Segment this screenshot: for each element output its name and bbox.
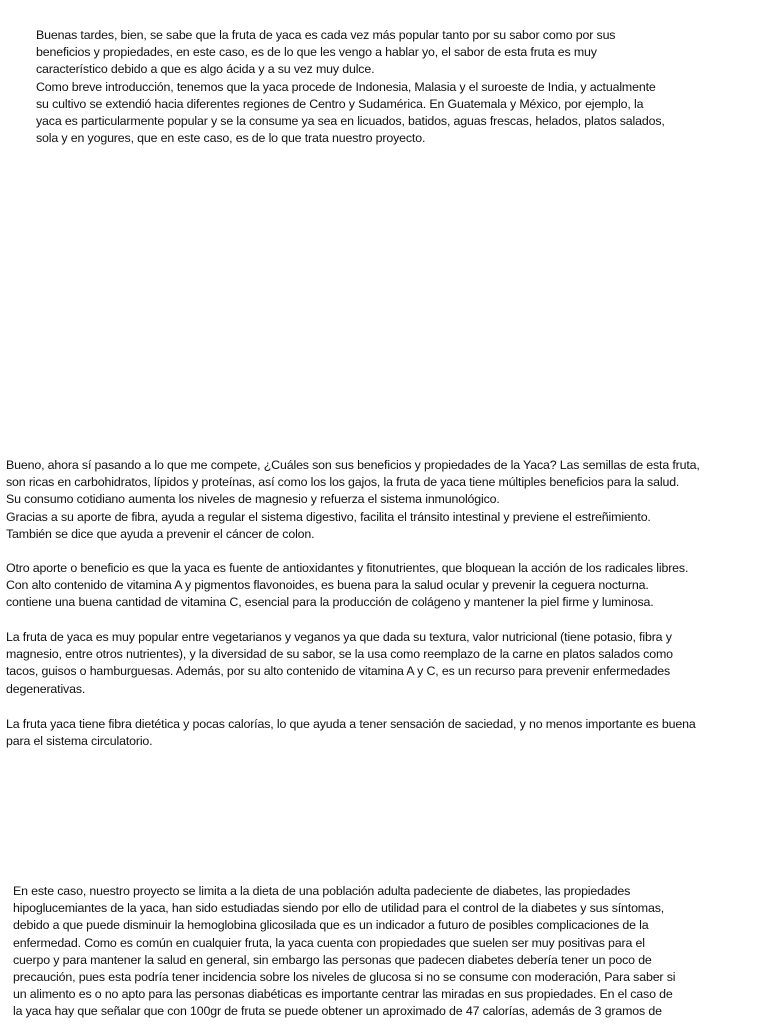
- text-line: Buenas tardes, bien, se sabe que la fruta de yaca es cada vez más popular tanto por su sabor como por sus: [36, 28, 616, 42]
- text-line: magnesio, entre otros nutrientes), y la diversidad de su sabor, se la usa como reemplazo de la carne en platos salados como: [6, 647, 673, 662]
- paragraph-diabetes: [13, 883, 675, 1021]
- text-line: Con alto contenido de vitamina A y pigmentos flavonoides, es buena para la salud ocular y prevenir la ceguera nocturna.: [6, 578, 649, 593]
- paragraph-benefits: [6, 457, 700, 543]
- text-line: característico debido a que es algo ácida y a su vez muy dulce.: [36, 62, 375, 77]
- paragraph-introduction: [36, 27, 665, 147]
- text-line: hipoglucemiantes de la yaca, han sido estudiadas siendo por ello de utilidad para el control de la diabetes y sus síntomas,: [13, 901, 665, 916]
- text-line: Gracias a su aporte de fibra, ayuda a regular el sistema digestivo, facilita el tránsito intestinal y previene el estreñimiento.: [6, 509, 651, 524]
- text-line: sola y en yogures, que en este caso, es de lo que trata nuestro proyecto.: [36, 131, 426, 146]
- text-line: contiene una buena cantidad de vitamina C, esencial para la producción de colágeno y mantener la piel firme y luminosa.: [6, 595, 654, 610]
- text-line: para el sistema circulatorio.: [6, 734, 153, 749]
- text-line: la yaca hay que señalar que con 100gr de fruta se puede obtener un aproximado de 47 calorías, además de 3 gramos de: [13, 1004, 662, 1019]
- text-line: Otro aporte o beneficio es que la yaca es fuente de antioxidantes y fitonutrientes, que bloquean la acción de los radicales libres.: [6, 561, 689, 575]
- paragraph-fiber: [6, 716, 696, 750]
- text-line: La fruta de yaca es muy popular entre vegetarianos y veganos ya que dada su textura, valor nutricional (tiene potasio, fibra y: [6, 630, 672, 644]
- text-line: También se dice que ayuda a prevenir el cáncer de colon.: [6, 526, 315, 541]
- paragraph-antioxidants: [6, 560, 688, 612]
- paragraph-vegetarian: [6, 629, 673, 698]
- text-line: yaca es particularmente popular y se la consume ya sea en licuados, batidos, aguas frescas, helados, platos salados,: [36, 114, 665, 129]
- text-line: enfermedad. Como es común en cualquier fruta, la yaca cuenta con propiedades que suelen ser muy positivas para el: [13, 935, 645, 950]
- text-line: debido a que puede disminuir la hemoglobina glicosilada que es un indicador a futuro de posibles complicaciones de la: [13, 918, 649, 933]
- text-line: Su consumo cotidiano aumenta los niveles de magnesio y refuerza el sistema inmunológico.: [6, 492, 500, 507]
- text-line: son ricas en carbohidratos, lípidos y proteínas, así como los los gajos, la fruta de yaca tiene múltiples beneficios para la salud.: [6, 475, 680, 490]
- text-line: tacos, guisos o hamburguesas. Además, por su alto contenido de vitamina A y C, es un recurso para prevenir enfermedades: [6, 664, 671, 679]
- text-line: En este caso, nuestro proyecto se limita a la dieta de una población adulta padeciente de diabetes, las propiedades: [13, 884, 631, 898]
- text-line: un alimento es o no apto para las personas diabéticas es importante centrar las miradas en sus propiedades. En el caso de: [13, 987, 673, 1002]
- text-line: Bueno, ahora sí pasando a lo que me compete, ¿Cuáles son sus beneficios y propiedades de la Yaca? Las semillas de esta fruta,: [6, 458, 700, 472]
- text-line: degenerativas.: [6, 681, 86, 696]
- text-line: precaución, pues esta podría tener incidencia sobre los niveles de glucosa si no se consume con moderación, Para saber si: [13, 970, 676, 985]
- text-line: Como breve introducción, tenemos que la yaca procede de Indonesia, Malasia y el suroeste de India, y actualmente: [36, 79, 656, 94]
- text-line: cuerpo y para mantener la salud en general, sin embargo las personas que padecen diabetes debería tener un poco de: [13, 952, 652, 967]
- text-line: beneficios y propiedades, en este caso, es de lo que les vengo a hablar yo, el sabor de esta fruta es muy: [36, 45, 597, 60]
- text-line: La fruta yaca tiene fibra dietética y pocas calorías, lo que ayuda a tener sensación de saciedad, y no menos importante es buena: [6, 717, 696, 731]
- text-line: su cultivo se extendió hacia diferentes regiones de Centro y Sudamérica. En Guatemala y México, por ejemplo, la: [36, 96, 644, 111]
